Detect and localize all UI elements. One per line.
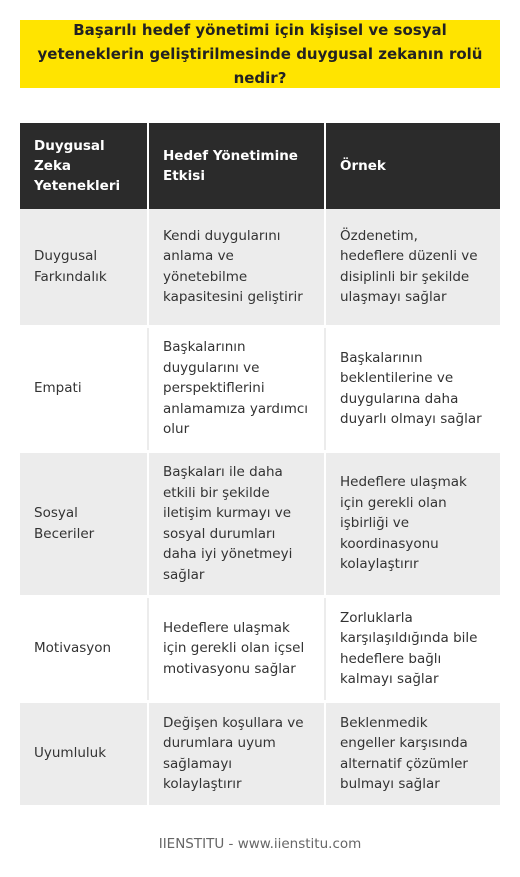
header-example: Örnek xyxy=(325,123,500,209)
cell-skill: Uyumluluk xyxy=(20,701,148,806)
cell-effect: Hedeflere ulaşmak için gerekli olan içsel motivasyonu sağlar xyxy=(148,596,325,701)
cell-skill: Motivasyon xyxy=(20,596,148,701)
cell-effect: Başkaları ile daha etkili bir şekilde iletişim kurmayı ve sosyal durumları daha iyi yönetmeyi sağlar xyxy=(148,451,325,596)
cell-example: Zorluklarla karşılaşıldığında bile hedeflere bağlı kalmayı sağlar xyxy=(325,596,500,701)
header-effect: Hedef Yönetimine Etkisi xyxy=(148,123,325,209)
table-row xyxy=(20,209,500,326)
cell-effect: Kendi duygularını anlama ve yönetebilme kapasitesini geliştirir xyxy=(148,209,325,326)
table-header-row xyxy=(20,123,500,209)
page-title: Başarılı hedef yönetimi için kişisel ve sosyal yeteneklerin geliştirilmesinde duygusal zekanın rolü nedir? xyxy=(20,20,500,88)
cell-example: Beklenmedik engeller karşısında alternatif çözümler bulmayı sağlar xyxy=(325,701,500,806)
cell-example: Başkalarının beklentilerine ve duygularına daha duyarlı olmayı sağlar xyxy=(325,326,500,451)
cell-effect: Değişen koşullara ve durumlara uyum sağlamayı kolaylaştırır xyxy=(148,701,325,806)
cell-skill: Empati xyxy=(20,326,148,451)
footer-credit: IIENSTITU - www.iienstitu.com xyxy=(158,836,362,852)
header-skills: Duygusal Zeka Yetenekleri xyxy=(20,123,148,209)
cell-effect: Başkalarının duygularını ve perspektiflerini anlamamıza yardımcı olur xyxy=(148,326,325,451)
cell-skill: Duygusal Farkındalık xyxy=(20,209,148,326)
cell-skill: Sosyal Beceriler xyxy=(20,451,148,596)
cell-example: Hedeflere ulaşmak için gerekli olan işbirliği ve koordinasyonu kolaylaştırır xyxy=(325,451,500,596)
table-row xyxy=(20,451,500,596)
table-row xyxy=(20,326,500,451)
cell-example: Özdenetim, hedeflere düzenli ve disiplinli bir şekilde ulaşmayı sağlar xyxy=(325,209,500,326)
table-row xyxy=(20,596,500,701)
emotional-intelligence-table xyxy=(20,123,500,808)
table-row xyxy=(20,701,500,806)
